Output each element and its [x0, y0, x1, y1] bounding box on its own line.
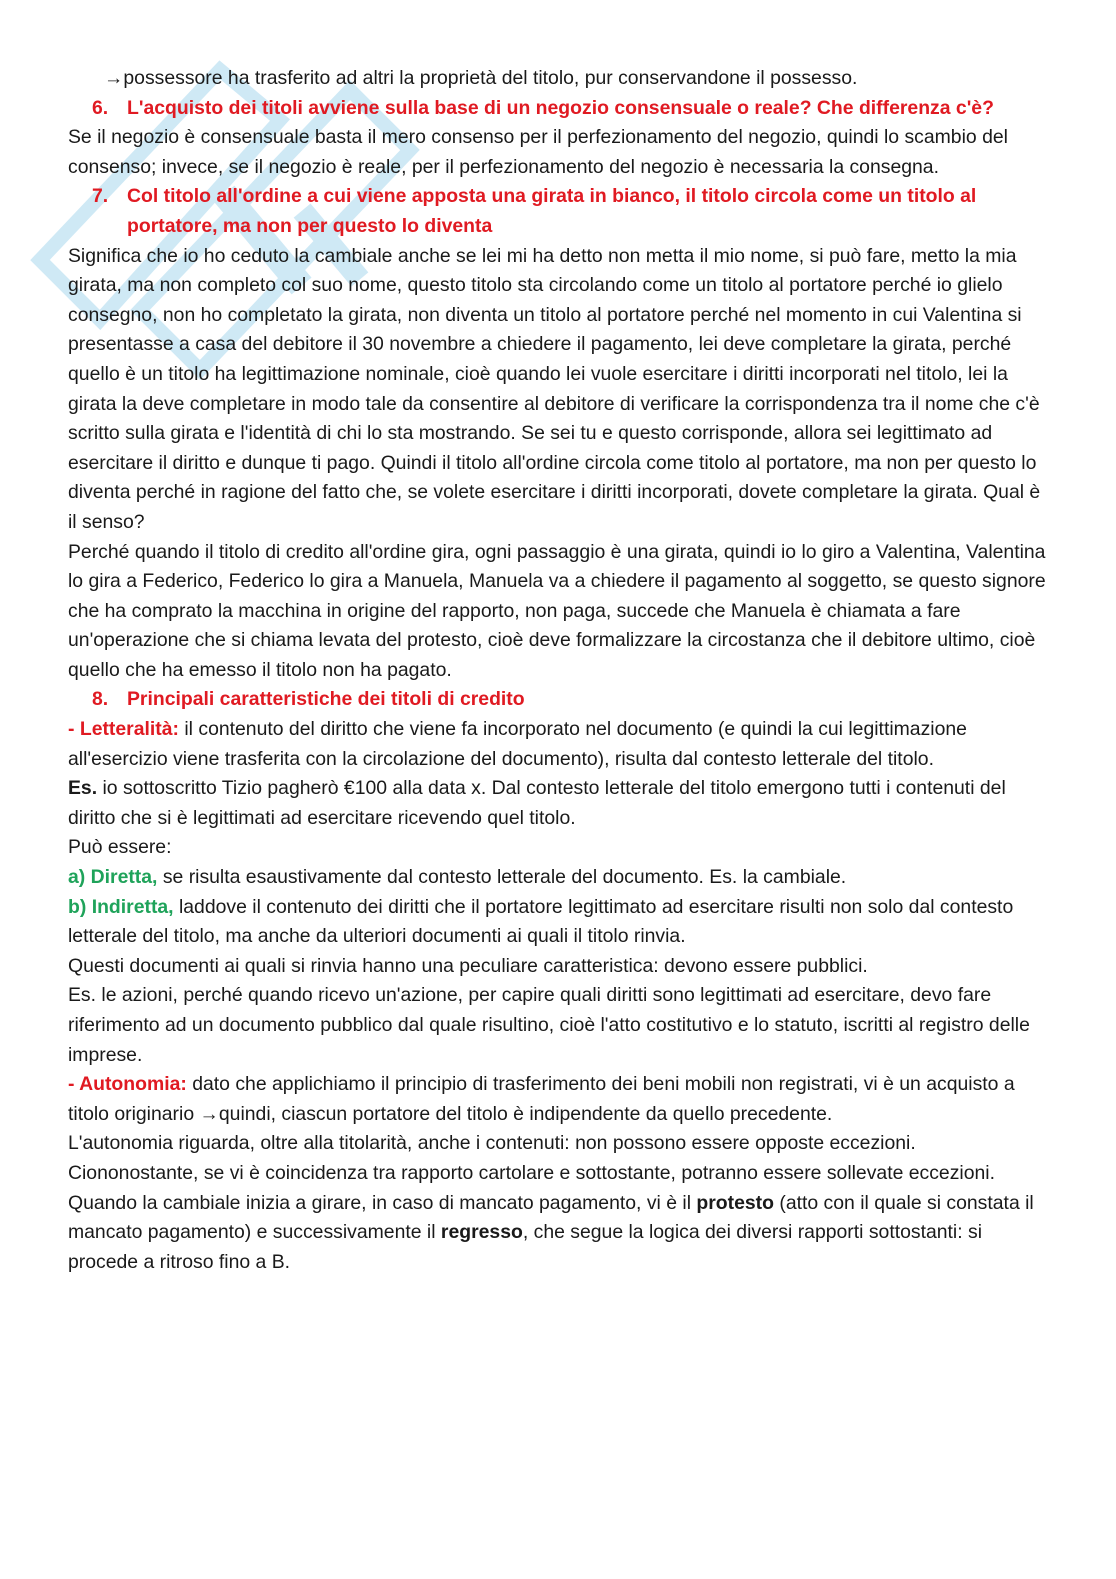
question-7-title: Col titolo all'ordine a cui viene apposta una girata in bianco, il titolo circola come un titolo al portatore, ma non per questo lo diventa: [127, 185, 977, 237]
question-7-answer-paragraph-1: Significa che io ho ceduto la cambiale anche se lei mi ha detto non metta il mio nome, si può fare, metto la mia girata, ma non completo col suo nome, questo titolo sta circolando come un titolo al portatore perché io glielo consegno, non ho completato la girata, non diventa un titolo al portatore perché nel momento in cui Valentina si presentasse a casa del debitore il 30 novembre a chiedere il pagamento, lei deve completare la girata, perché quello è un titolo ha legittimazione nominale, cioè quando lei vuole esercitare i diritti incorporati nel titolo, lei la girata la deve completare in modo tale da consentire al debitore di verificare la corrispondenza tra il nome che c'è scritto sulla girata e l'identità di chi lo sta mostrando. Se sei tu e questo corrisponde, allora sei legittimato ad esercitare il diritto e dunque ti pago. Quindi il titolo all'ordine circola come titolo al portatore, ma non per questo lo diventa perché in ragione del fatto che, se volete esercitare i diritti incorporati, dovete completare la girata. Qual è il senso?: [68, 244, 1041, 533]
question-8-heading: [68, 685, 1048, 715]
regresso-term: regresso: [440, 1221, 523, 1244]
diretta-paragraph: [68, 863, 1048, 893]
example-label: Es.: [68, 777, 98, 800]
example-paragraph: [68, 774, 1048, 833]
question-6-heading: [68, 94, 1048, 124]
cambiale-text-2: (atto con il quale si constata il mancato pagamento) e successivamente il: [68, 1191, 1034, 1244]
letteralita-text: il contenuto del diritto che viene fa incorporato nel documento (e quindi la cui legittimazione all'esercizio viene trasferita con la circolazione del documento), risulta dal contesto letterale del titolo.: [68, 718, 967, 770]
example-text: io sottoscritto Tizio pagherò €100 alla data x. Dal contesto letterale del titolo emergono tutti i contenuti del diritto che si è legittimati ad esercitare ricevendo quel titolo.: [68, 777, 1006, 829]
question-8-title: Principali caratteristiche dei titoli di credito: [127, 688, 525, 711]
question-7-number: 7.: [92, 185, 109, 208]
diretta-label: a) Diretta,: [68, 866, 158, 889]
protesto-term: protesto: [696, 1191, 774, 1214]
puo-essere-line: Può essere:: [68, 836, 172, 859]
autonomia-label: - Autonomia:: [68, 1073, 187, 1096]
question-6-number: 6.: [92, 96, 109, 119]
indiretta-label: b) Indiretta,: [68, 895, 174, 918]
autonomia-paragraph: [68, 1070, 1048, 1129]
diretta-text: se risulta esaustivamente dal contesto letterale del documento. Es. la cambiale.: [157, 866, 847, 889]
cambiale-paragraph: [68, 1189, 1048, 1278]
cambiale-text-3: , che segue la logica dei diversi rapporti sottostanti: si procede a ritroso fino a B.: [68, 1221, 982, 1273]
azioni-paragraph: Es. le azioni, perché quando ricevo un'azione, per capire quali diritti sono legittimati ad esercitare, devo fare riferimento ad un documento pubblico dal quale risultino, cioè l'atto costitutivo e lo statuto, iscritti al registro delle imprese.: [68, 984, 1030, 1066]
letteralita-label: - Letteralità:: [68, 718, 179, 741]
intro-line: →possessore ha trasferito ad altri la proprietà del titolo, pur conservandone il possesso.: [104, 67, 858, 89]
question-7-answer-paragraph-2: Perché quando il titolo di credito all'ordine gira, ogni passaggio è una girata, quindi io lo giro a Valentina, Valentina lo gira a Federico, Federico lo gira a Manuela, Manuela va a chiedere il pagamento al soggetto, se questo signore che ha comprato la macchina in origine del rapporto, non paga, succede che Manuela è chiamata a fare un'operazione che si chiama levata del protesto, cioè deve formalizzare la circostanza che il debitore ultimo, cioè quello che ha emesso il titolo non ha pagato.: [68, 540, 1046, 681]
document-page: [68, 64, 1048, 1277]
letteralita-paragraph: [68, 715, 1048, 774]
question-8-number: 8.: [92, 688, 109, 711]
autonomia-paragraph-2: L'autonomia riguarda, oltre alla titolarità, anche i contenuti: non possono essere opposte eccezioni. Ciononostante, se vi è coincidenza tra rapporto cartolare e sottostante, potranno essere sollevate eccezioni.: [68, 1132, 995, 1184]
documenti-paragraph: Questi documenti ai quali si rinvia hanno una peculiare caratteristica: devono essere pubblici.: [68, 954, 868, 977]
indiretta-paragraph: [68, 893, 1048, 952]
autonomia-text: dato che applichiamo il principio di trasferimento dei beni mobili non registrati, vi è un acquisto a titolo originario →quindi, ciascun portatore del titolo è indipendente da quello precedente.: [68, 1073, 1015, 1125]
question-6-answer: Se il negozio è consensuale basta il mero consenso per il perfezionamento del negozio, quindi lo scambio del consenso; invece, se il negozio è reale, per il perfezionamento del negozio è necessaria la consegna.: [68, 126, 1008, 178]
cambiale-text-1: Quando la cambiale inizia a girare, in caso di mancato pagamento, vi è il: [68, 1191, 697, 1214]
indiretta-text: laddove il contenuto dei diritti che il portatore legittimato ad esercitare risulti non solo dal contesto letterale del titolo, ma anche da ulteriori documenti ai quali il titolo rinvia.: [68, 895, 1014, 948]
question-6-title: L'acquisto dei titoli avviene sulla base di un negozio consensuale o reale? Che differenza c'è?: [127, 96, 994, 119]
question-7-heading: [68, 182, 1048, 241]
